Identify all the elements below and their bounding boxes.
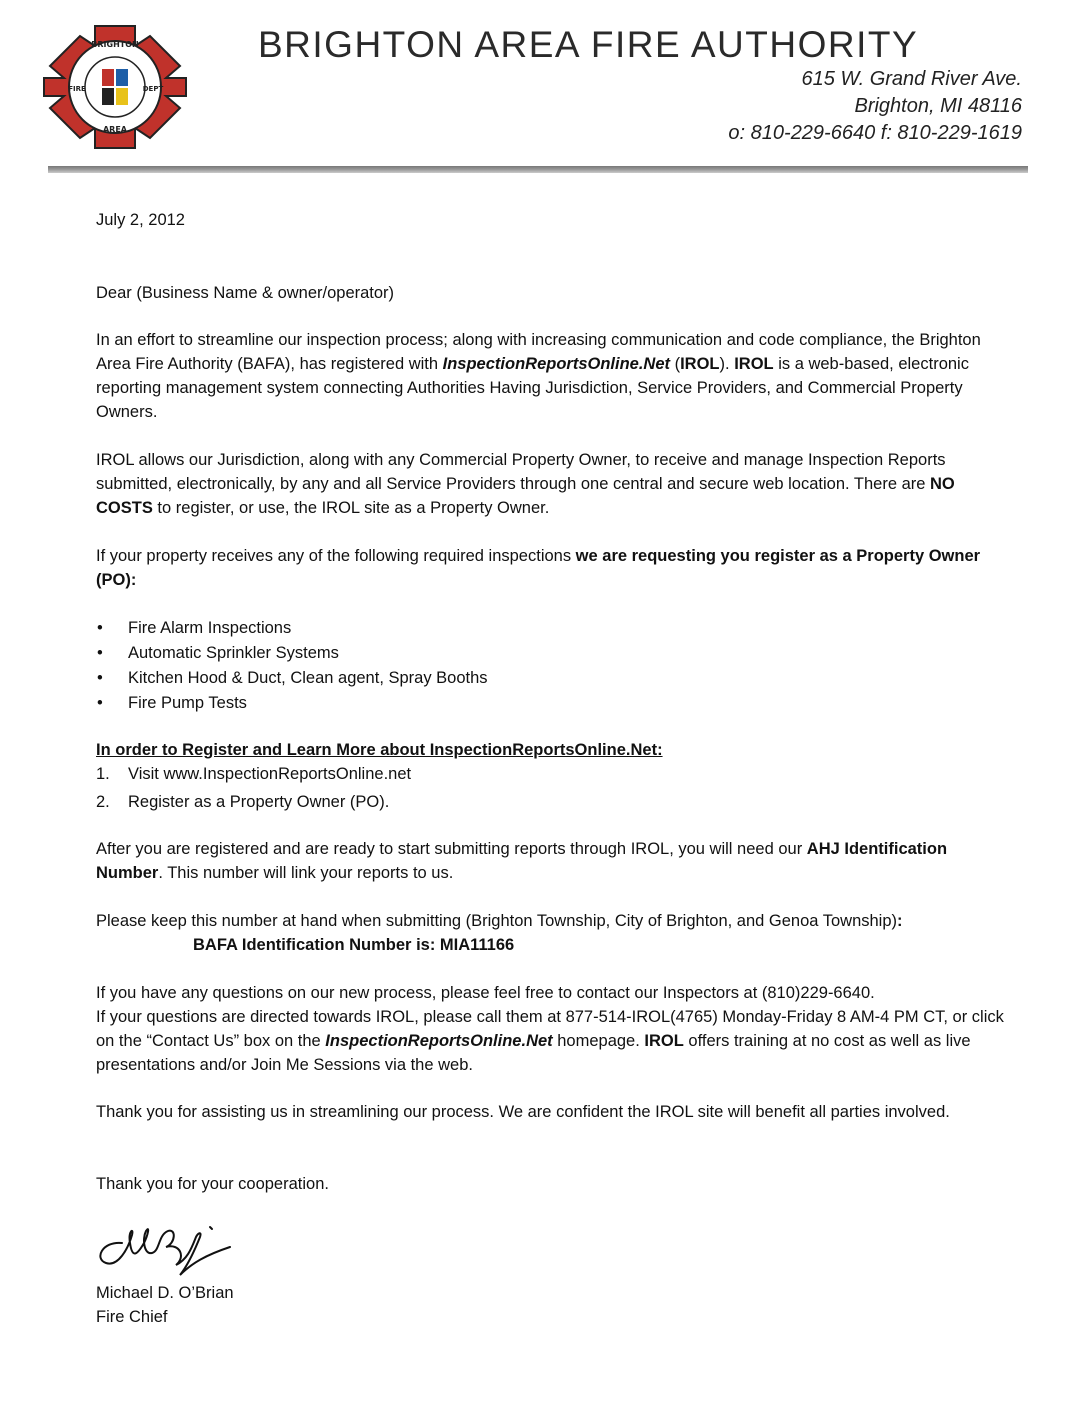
list-item: 2. Register as a Property Owner (PO). xyxy=(96,793,390,811)
paragraph-questions: If you have any questions on our new process, please feel free to contact our Inspectors at (810)229-6640. If your questions are directed towards IROL, please call them at 877-514-IROL(4765) Monday-Friday 8 AM-4 PM CT, or click on the “Contact Us” box on the InspectionReportsOnline.Net homepage. IROL offers training at no cost as well as live presentations and/or Join Me Sessions via the web. xyxy=(96,984,1004,1074)
irol-website-link[interactable]: Visit www.InspectionReportsOnline.net xyxy=(128,765,412,783)
closing: Thank you for your cooperation. xyxy=(96,1175,329,1193)
address-street: 615 W. Grand River Ave. xyxy=(801,68,1022,90)
signer-title: Fire Chief xyxy=(96,1308,168,1326)
logo-bottom-text: AREA xyxy=(102,125,128,134)
salutation: Dear (Business Name & owner/operator) xyxy=(96,284,395,302)
logo-left-text: FIRE xyxy=(68,85,86,93)
organization-name: BRIGHTON AREA FIRE AUTHORITY xyxy=(258,24,919,65)
paragraph-request: If your property receives any of the following required inspections we are requesting you register as a Property Owner (PO): xyxy=(96,547,981,589)
register-steps xyxy=(96,762,1016,814)
list-item: • Kitchen Hood & Duct, Clean agent, Spray Booths xyxy=(96,666,1016,691)
letter-date: July 2, 2012 xyxy=(96,211,185,229)
inspection-list xyxy=(96,616,1016,716)
fire-authority-logo xyxy=(40,22,190,152)
signature-image xyxy=(92,1213,237,1283)
address-city: Brighton, MI 48116 xyxy=(854,95,1022,117)
irol-site-name: InspectionReportsOnline.Net xyxy=(442,355,670,373)
list-item: • Fire Alarm Inspections xyxy=(96,616,1016,641)
logo-top-text: BRIGHTON xyxy=(91,40,139,49)
list-item: • Fire Pump Tests xyxy=(96,691,1016,716)
list-item: • Automatic Sprinkler Systems xyxy=(96,641,1016,666)
paragraph-id-number: Please keep this number at hand when submitting (Brighton Township, City of Brighton, and Genoa Township): BAFA Identification Number is: MIA11166 xyxy=(96,912,903,954)
paragraph-thanks: Thank you for assisting us in streamlining our process. We are confident the IROL site will benefit all parties involved. xyxy=(96,1103,950,1121)
list-item: 1. Visit www.InspectionReportsOnline.net xyxy=(96,765,412,783)
phone-fax: o: 810-229-6640 f: 810-229-1619 xyxy=(728,122,1022,144)
register-heading: In order to Register and Learn More about InspectionReportsOnline.Net: xyxy=(96,741,663,759)
paragraph-irol-overview: IROL allows our Jurisdiction, along with any Commercial Property Owner, to receive and manage Inspection Reports submitted, electronically, by any and all Service Providers through one central and secure web location. There are NO COSTS to register, or use, the IROL site as a Property Owner. xyxy=(96,451,955,517)
paragraph-ahj-number: After you are registered and are ready to start submitting reports through IROL, you will need our AHJ Identification Number. This number will link your reports to us. xyxy=(96,840,948,882)
signer-name: Michael D. O’Brian xyxy=(96,1284,234,1302)
letterhead-divider xyxy=(48,166,1028,173)
logo-right-text: DEPT xyxy=(142,85,164,93)
paragraph-intro: In an effort to streamline our inspection process; along with increasing communication and code compliance, the Brighton Area Fire Authority (BAFA), has registered with InspectionReportsOnline.Net (IROL). IROL is a web-based, electronic reporting management system connecting Authorities Having Jurisdiction, Service Providers, and Commercial Property Owners. xyxy=(96,331,981,421)
bafa-id-number: BAFA Identification Number is: MIA11166 xyxy=(193,936,515,954)
